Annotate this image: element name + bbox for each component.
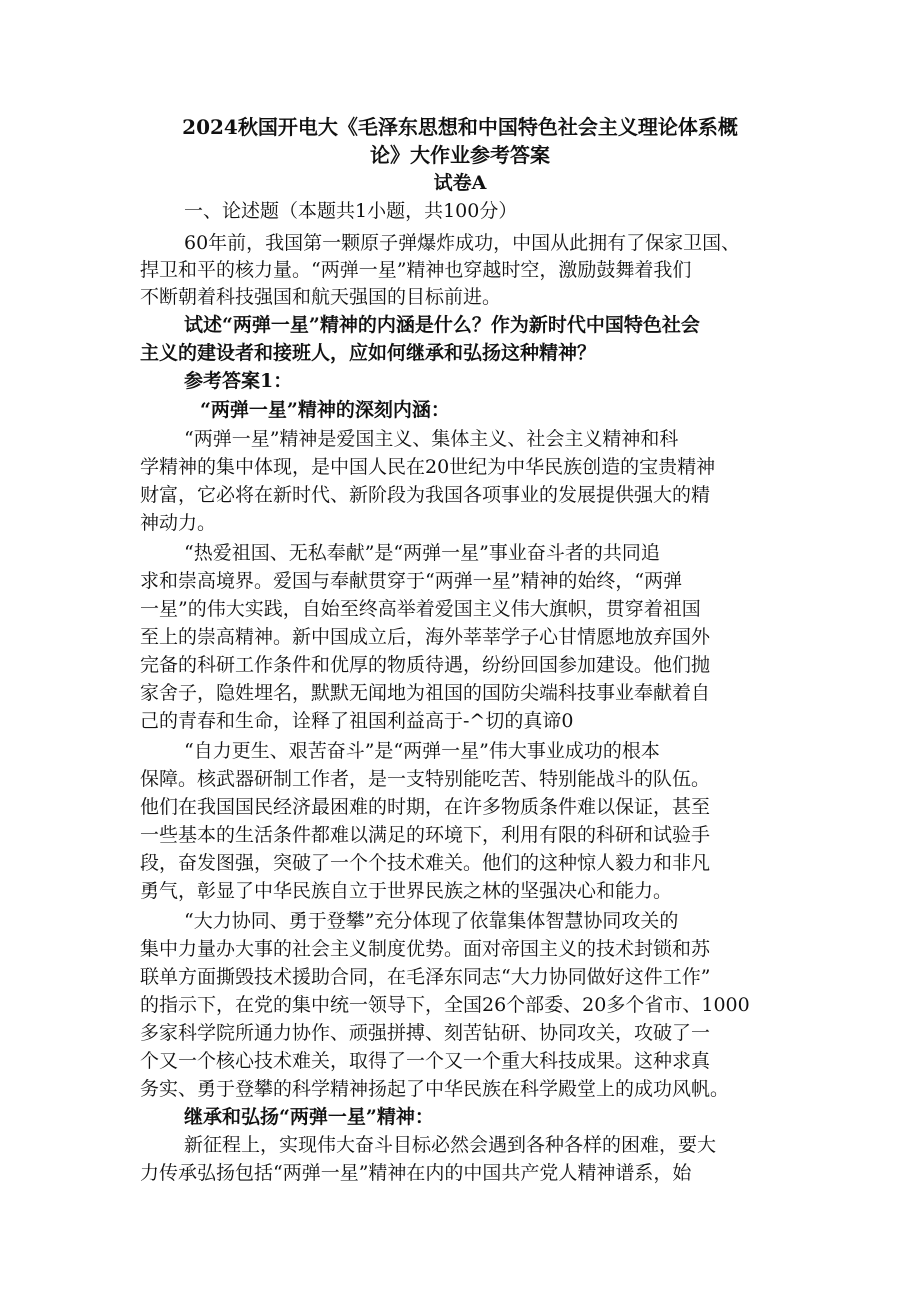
paragraph-line: 个又一个核心技术难关，取得了一个又一个重大科技成果。这种求真	[140, 1050, 711, 1072]
paragraph-line: “自力更生、艰苦奋斗”是“两弹一星”伟大事业成功的根本	[184, 740, 660, 762]
paragraph-line: 保障。核武器研制工作者，是一支特别能吃苦、特别能战斗的队伍。	[140, 768, 711, 790]
paragraph-line: 多家科学院所通力协作、顽强拼搏、刻苦钻研、协同攻关，攻破了一	[140, 1022, 711, 1044]
paragraph-line: “两弹一星”精神是爱国主义、集体主义、社会主义精神和科	[184, 428, 679, 450]
paragraph-line: 神动力。	[140, 512, 217, 534]
document-title-line-1: 2024秋国开电大《毛泽东思想和中国特色社会主义理论体系概	[182, 115, 738, 139]
document-title-line-2: 论》大作业参考答案	[370, 143, 550, 167]
paragraph-line: 务实、勇于登攀的科学精神扬起了中华民族在科学殿堂上的成功风帆。	[140, 1078, 730, 1100]
paragraph-line: “大力协同、勇于登攀”充分体现了依靠集体智慧协同攻关的	[184, 910, 679, 932]
paragraph-line: 己的青春和生命，诠释了祖国利益高于-^切的真谛0	[140, 710, 574, 732]
paragraph-line: 家舍子，隐姓埋名，默默无闻地为祖国的国防尖端科技事业奉献着自	[140, 682, 711, 704]
paper-label: 试卷A	[433, 172, 487, 194]
section-heading: 一、论述题（本题共1小题，共100分）	[184, 200, 518, 222]
answer-label: 参考答案1：	[184, 370, 293, 392]
paragraph-line: 段，奋发图强，突破了一个个技术难关。他们的这种惊人毅力和非凡	[140, 852, 711, 874]
question-line: 试述“两弹一星”精神的内涵是什么？作为新时代中国特色社会	[184, 314, 700, 336]
paragraph-line: “热爱祖国、无私奉献”是“两弹一星”事业奋斗者的共同追	[184, 542, 660, 564]
paragraph-line: 勇气，彰显了中华民族自立于世界民族之林的坚强决心和能力。	[140, 880, 673, 902]
paragraph-line: 新征程上，实现伟大奋斗目标必然会遇到各种各样的困难，要大	[184, 1134, 717, 1156]
paragraph-line: 求和崇高境界。爱国与奉献贯穿于“两弹一星”精神的始终，“两弹	[140, 570, 683, 592]
paragraph-line: 至上的崇高精神。新中国成立后，海外莘莘学子心甘情愿地放弃国外	[140, 626, 711, 648]
intro-line: 不断朝着科技强国和航天强国的目标前进。	[140, 286, 502, 308]
subheading-inherit: 继承和弘扬“两弹一星”精神：	[184, 1106, 434, 1128]
paragraph-line: 一些基本的生活条件都难以满足的环境下，利用有限的科研和试验手	[140, 824, 711, 846]
paragraph-line: 力传承弘扬包括“两弹一星”精神在内的中国共产党人精神谱系，始	[140, 1162, 692, 1184]
subheading-connotation: “两弹一星”精神的深刻内涵：	[200, 399, 450, 421]
paragraph-line: 联单方面撕毁技术援助合同，在毛泽东同志“大力协同做好这件工作”	[140, 966, 711, 988]
paragraph-line: 他们在我国国民经济最困难的时期，在许多物质条件难以保证，甚至	[140, 796, 711, 818]
question-line: 主义的建设者和接班人，应如何继承和弘扬这种精神？	[140, 342, 597, 364]
paragraph-line: 集中力量办大事的社会主义制度优势。面对帝国主义的技术封锁和苏	[140, 938, 711, 960]
paragraph-line: 完备的科研工作条件和优厚的物质待遇，纷纷回国参加建设。他们抛	[140, 654, 711, 676]
intro-line: 60年前，我国第一颗原子弹爆炸成功，中国从此拥有了保家卫国、	[184, 232, 741, 254]
paragraph-line: 的指示下，在党的集中统一领导下，全国26个部委、20多个省市、1000	[140, 994, 750, 1016]
paragraph-line: 一星”的伟大实践，自始至终高举着爱国主义伟大旗帜，贯穿着祖国	[140, 598, 701, 620]
paragraph-line: 学精神的集中体现，是中国人民在20世纪为中华民族创造的宝贵精神	[140, 456, 716, 478]
paragraph-line: 财富，它必将在新时代、新阶段为我国各项事业的发展提供强大的精	[140, 484, 711, 506]
intro-line: 捍卫和平的核力量。“两弹一星”精神也穿越时空，激励鼓舞着我们	[140, 259, 692, 281]
